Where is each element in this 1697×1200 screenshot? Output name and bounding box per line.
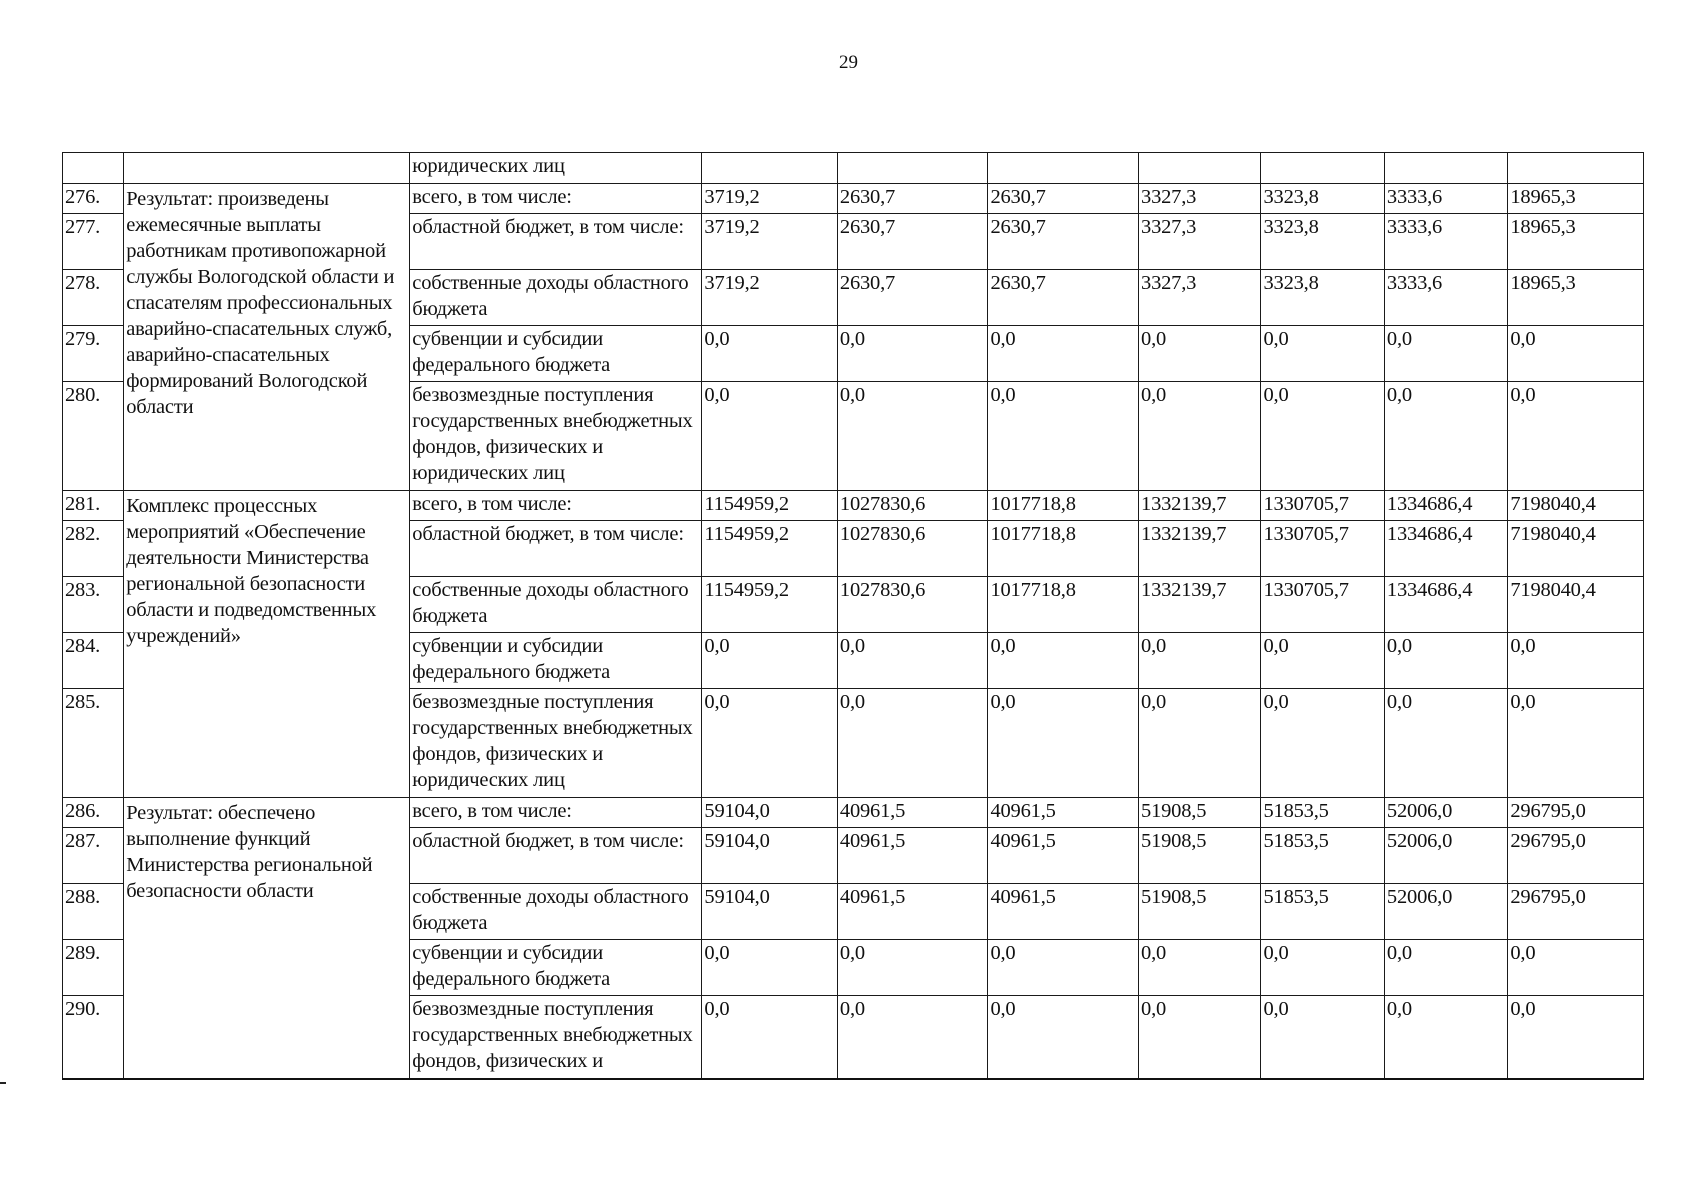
value-cell: 1330705,7 xyxy=(1261,577,1384,633)
value-cell: 3333,6 xyxy=(1384,214,1507,270)
value-cell: 0,0 xyxy=(837,940,988,996)
value-cell: 0,0 xyxy=(1261,633,1384,689)
result-description-cell: Результат: обеспечено выполнение функций Министерства региональной безопасности области xyxy=(124,798,410,1080)
row-number-cell: 282. xyxy=(63,521,124,577)
value-cell: 40961,5 xyxy=(988,828,1139,884)
value-cell: 1154959,2 xyxy=(702,491,838,521)
value-cell: 0,0 xyxy=(1508,382,1644,491)
value-cell: 40961,5 xyxy=(837,884,988,940)
value-cell: 0,0 xyxy=(702,382,838,491)
row-number-cell: 286. xyxy=(63,798,124,828)
row-number-cell: 285. xyxy=(63,689,124,798)
scan-edge-mark xyxy=(0,1082,6,1084)
value-cell: 51853,5 xyxy=(1261,798,1384,828)
table-row xyxy=(63,491,1644,521)
value-cell: 1027830,6 xyxy=(837,577,988,633)
value-cell: 1017718,8 xyxy=(988,491,1139,521)
value-cell: 0,0 xyxy=(1508,326,1644,382)
funding-source-cell: всего, в том числе: xyxy=(410,798,702,828)
value-cell: 0,0 xyxy=(1508,689,1644,798)
value-cell: 0,0 xyxy=(837,633,988,689)
value-cell: 1017718,8 xyxy=(988,577,1139,633)
value-cell: 1334686,4 xyxy=(1384,577,1507,633)
value-cell: 1330705,7 xyxy=(1261,521,1384,577)
value-cell: 52006,0 xyxy=(1384,828,1507,884)
page-number: 29 xyxy=(839,52,858,73)
value-cell: 51908,5 xyxy=(1139,884,1261,940)
value-cell: 0,0 xyxy=(988,996,1139,1080)
value-cell: 2630,7 xyxy=(837,184,988,214)
funding-source-cell: областной бюджет, в том числе: xyxy=(410,214,702,270)
value-cell: 0,0 xyxy=(1384,382,1507,491)
value-cell: 0,0 xyxy=(988,689,1139,798)
table-body xyxy=(63,153,1644,1080)
value-cell: 3327,3 xyxy=(1139,214,1261,270)
funding-source-cell: безвозмездные поступления государственных внебюджетных фондов, физических и юридических лиц xyxy=(410,382,702,491)
value-cell: 40961,5 xyxy=(988,884,1139,940)
value-cell: 1330705,7 xyxy=(1261,491,1384,521)
value-cell: 0,0 xyxy=(1139,996,1261,1080)
value-cell: 51908,5 xyxy=(1139,828,1261,884)
value-cell: 7198040,4 xyxy=(1508,491,1644,521)
value-cell: 0,0 xyxy=(1139,633,1261,689)
value-cell xyxy=(1384,153,1507,184)
value-cell: 40961,5 xyxy=(988,798,1139,828)
value-cell: 0,0 xyxy=(988,326,1139,382)
value-cell: 296795,0 xyxy=(1508,798,1644,828)
row-number-cell: 288. xyxy=(63,884,124,940)
result-description-cell: Результат: произведены ежемесячные выплаты работникам противопожарной службы Вологодской области и спасателям профессиональных аварийно-спасательных служб, аварийно-спасательных формирований Вологодской области xyxy=(124,184,410,491)
funding-source-cell: субвенции и субсидии федерального бюджета xyxy=(410,633,702,689)
funding-source-cell: областной бюджет, в том числе: xyxy=(410,521,702,577)
table-row xyxy=(63,798,1644,828)
value-cell: 0,0 xyxy=(1384,996,1507,1080)
value-cell: 0,0 xyxy=(1508,633,1644,689)
value-cell: 296795,0 xyxy=(1508,884,1644,940)
result-description-cell: Комплекс процессных мероприятий «Обеспечение деятельности Министерства региональной безопасности области и подведомственных учреждений» xyxy=(124,491,410,798)
funding-source-cell: юридических лиц xyxy=(410,153,702,184)
value-cell: 0,0 xyxy=(702,326,838,382)
value-cell: 0,0 xyxy=(837,689,988,798)
value-cell: 0,0 xyxy=(1139,382,1261,491)
value-cell: 0,0 xyxy=(702,940,838,996)
value-cell: 1017718,8 xyxy=(988,521,1139,577)
value-cell: 59104,0 xyxy=(702,884,838,940)
value-cell: 18965,3 xyxy=(1508,184,1644,214)
value-cell: 7198040,4 xyxy=(1508,521,1644,577)
value-cell: 51908,5 xyxy=(1139,798,1261,828)
funding-source-cell: безвозмездные поступления государственных внебюджетных фондов, физических и юридических лиц xyxy=(410,689,702,798)
value-cell: 0,0 xyxy=(1261,326,1384,382)
value-cell: 0,0 xyxy=(702,633,838,689)
value-cell: 0,0 xyxy=(1384,689,1507,798)
table-row xyxy=(63,184,1644,214)
value-cell: 18965,3 xyxy=(1508,214,1644,270)
funding-source-cell: субвенции и субсидии федерального бюджета xyxy=(410,326,702,382)
value-cell: 0,0 xyxy=(1261,940,1384,996)
value-cell: 1154959,2 xyxy=(702,577,838,633)
value-cell: 0,0 xyxy=(1384,940,1507,996)
value-cell: 59104,0 xyxy=(702,798,838,828)
value-cell: 2630,7 xyxy=(988,270,1139,326)
value-cell: 2630,7 xyxy=(837,214,988,270)
value-cell: 1332139,7 xyxy=(1139,521,1261,577)
value-cell: 40961,5 xyxy=(837,798,988,828)
value-cell: 3323,8 xyxy=(1261,184,1384,214)
value-cell: 52006,0 xyxy=(1384,884,1507,940)
value-cell: 40961,5 xyxy=(837,828,988,884)
funding-source-cell: собственные доходы областного бюджета xyxy=(410,577,702,633)
funding-source-cell: безвозмездные поступления государственных внебюджетных фондов, физических и xyxy=(410,996,702,1080)
value-cell: 1027830,6 xyxy=(837,521,988,577)
value-cell xyxy=(1261,153,1384,184)
value-cell: 0,0 xyxy=(988,633,1139,689)
value-cell: 0,0 xyxy=(988,382,1139,491)
value-cell xyxy=(1508,153,1644,184)
value-cell: 18965,3 xyxy=(1508,270,1644,326)
value-cell: 0,0 xyxy=(837,996,988,1080)
row-number-cell: 284. xyxy=(63,633,124,689)
row-number-cell: 287. xyxy=(63,828,124,884)
row-number-cell: 289. xyxy=(63,940,124,996)
value-cell: 0,0 xyxy=(1261,996,1384,1080)
value-cell: 3333,6 xyxy=(1384,270,1507,326)
value-cell: 296795,0 xyxy=(1508,828,1644,884)
value-cell: 1332139,7 xyxy=(1139,491,1261,521)
value-cell: 3719,2 xyxy=(702,184,838,214)
row-number-cell xyxy=(63,153,124,184)
row-number-cell: 278. xyxy=(63,270,124,326)
value-cell: 59104,0 xyxy=(702,828,838,884)
value-cell: 2630,7 xyxy=(988,214,1139,270)
value-cell: 0,0 xyxy=(837,326,988,382)
row-number-cell: 280. xyxy=(63,382,124,491)
value-cell: 0,0 xyxy=(1139,326,1261,382)
value-cell: 0,0 xyxy=(1384,633,1507,689)
value-cell xyxy=(988,153,1139,184)
value-cell: 51853,5 xyxy=(1261,828,1384,884)
value-cell: 0,0 xyxy=(702,689,838,798)
value-cell: 0,0 xyxy=(702,996,838,1080)
value-cell: 1334686,4 xyxy=(1384,491,1507,521)
funding-source-cell: всего, в том числе: xyxy=(410,184,702,214)
row-number-cell: 281. xyxy=(63,491,124,521)
value-cell: 51853,5 xyxy=(1261,884,1384,940)
value-cell: 3333,6 xyxy=(1384,184,1507,214)
value-cell: 0,0 xyxy=(1508,940,1644,996)
value-cell: 1154959,2 xyxy=(702,521,838,577)
value-cell xyxy=(837,153,988,184)
funding-source-cell: субвенции и субсидии федерального бюджета xyxy=(410,940,702,996)
value-cell: 3719,2 xyxy=(702,270,838,326)
value-cell: 0,0 xyxy=(837,382,988,491)
row-number-cell: 279. xyxy=(63,326,124,382)
budget-table xyxy=(62,152,1644,1080)
value-cell: 1334686,4 xyxy=(1384,521,1507,577)
value-cell: 0,0 xyxy=(1139,689,1261,798)
funding-source-cell: областной бюджет, в том числе: xyxy=(410,828,702,884)
value-cell: 3719,2 xyxy=(702,214,838,270)
value-cell xyxy=(702,153,838,184)
result-cell xyxy=(124,153,410,184)
value-cell: 3323,8 xyxy=(1261,214,1384,270)
funding-source-cell: собственные доходы областного бюджета xyxy=(410,270,702,326)
value-cell: 2630,7 xyxy=(837,270,988,326)
row-number-cell: 290. xyxy=(63,996,124,1080)
value-cell: 3327,3 xyxy=(1139,270,1261,326)
continuation-row xyxy=(63,153,1644,184)
value-cell: 7198040,4 xyxy=(1508,577,1644,633)
value-cell: 0,0 xyxy=(1261,382,1384,491)
value-cell: 1332139,7 xyxy=(1139,577,1261,633)
value-cell: 2630,7 xyxy=(988,184,1139,214)
row-number-cell: 277. xyxy=(63,214,124,270)
funding-source-cell: собственные доходы областного бюджета xyxy=(410,884,702,940)
value-cell: 0,0 xyxy=(988,940,1139,996)
funding-source-cell: всего, в том числе: xyxy=(410,491,702,521)
row-number-cell: 276. xyxy=(63,184,124,214)
row-number-cell: 283. xyxy=(63,577,124,633)
value-cell: 3327,3 xyxy=(1139,184,1261,214)
value-cell: 52006,0 xyxy=(1384,798,1507,828)
value-cell xyxy=(1139,153,1261,184)
value-cell: 0,0 xyxy=(1261,689,1384,798)
value-cell: 0,0 xyxy=(1508,996,1644,1080)
value-cell: 0,0 xyxy=(1384,326,1507,382)
value-cell: 0,0 xyxy=(1139,940,1261,996)
value-cell: 3323,8 xyxy=(1261,270,1384,326)
value-cell: 1027830,6 xyxy=(837,491,988,521)
